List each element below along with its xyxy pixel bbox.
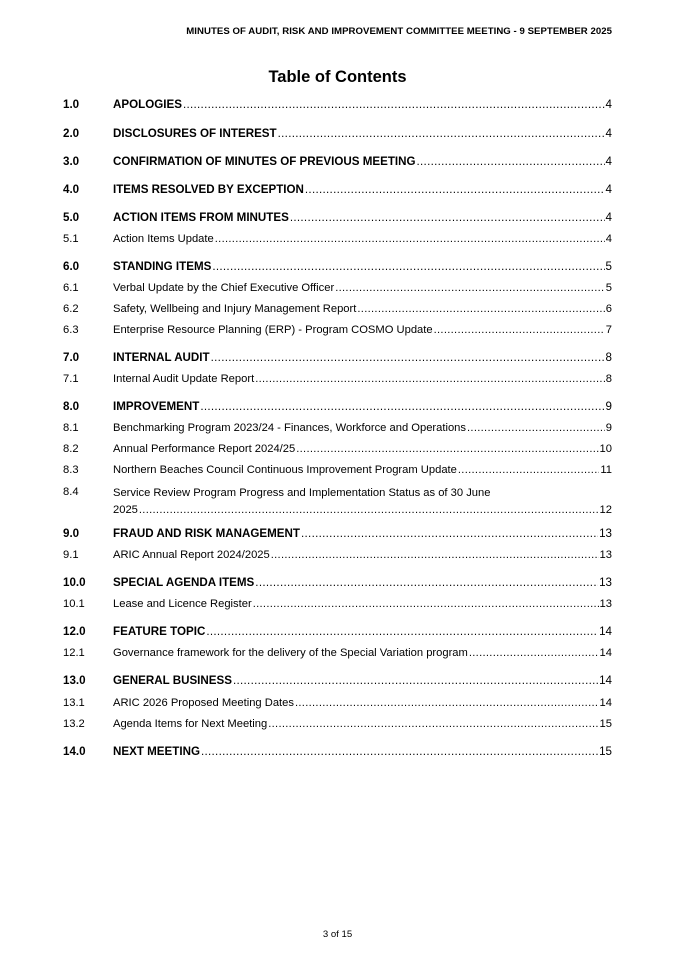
toc-entry-number: 2.0 [63,127,80,140]
toc-entry[interactable] [63,351,612,365]
toc-entry-label[interactable]: CONFIRMATION OF MINUTES OF PREVIOUS MEETING [113,155,416,168]
dot-leader [417,155,605,169]
toc-entry[interactable] [63,232,612,246]
toc-entry-number: 9.1 [63,549,79,561]
toc-entry-text [113,527,599,541]
toc-entry-page[interactable]: 4 [605,127,612,140]
dot-leader [357,302,604,316]
toc-entry[interactable] [63,548,612,562]
toc-entry-text [113,323,606,337]
toc-entry[interactable] [63,745,612,759]
toc-entry-number: 8.0 [63,400,80,413]
toc-entry-page[interactable]: 4 [605,183,612,196]
dot-leader [301,527,598,541]
toc-entry[interactable] [63,260,612,274]
dot-leader [271,548,599,562]
toc-entry-page[interactable]: 11 [600,464,612,476]
dot-leader [212,260,604,274]
toc-entry[interactable] [63,155,612,169]
toc-entry-number: 5.0 [63,211,80,224]
toc-entry-number: 12.1 [63,647,85,659]
dot-leader [200,400,604,414]
toc-entry-label[interactable]: Verbal Update by the Chief Executive Officer [113,282,335,294]
toc-entry-label[interactable]: Governance framework for the delivery of the Special Variation program [113,647,468,659]
dot-leader [469,646,599,660]
toc-entry-number: 8.1 [63,422,79,434]
toc-entry-label[interactable]: Benchmarking Program 2023/24 - Finances, Workforce and Operations [113,422,466,434]
toc-entry-text [113,745,599,759]
toc-entry-text [113,486,612,517]
dot-leader [206,625,598,639]
dot-leader [458,463,599,477]
toc-entry-page[interactable]: 13 [599,598,612,610]
toc-entry[interactable] [63,463,612,477]
toc-entry-label[interactable]: Northern Beaches Council Continuous Improvement Program Update [113,464,457,476]
toc-entry-line2 [113,503,612,517]
toc-entry-label[interactable]: INTERNAL AUDIT [113,351,210,364]
toc-entry-page[interactable]: 14 [599,697,612,709]
toc-entry-number: 10.1 [63,598,85,610]
toc-entry-label[interactable]: ARIC 2026 Proposed Meeting Dates [113,697,294,709]
dot-leader [183,98,605,112]
toc-entry[interactable] [63,597,612,611]
toc-entry[interactable] [63,527,612,541]
toc-entry-page[interactable]: 15 [599,745,612,758]
toc-entry-page[interactable]: 15 [599,718,612,730]
toc-entry-text [113,372,606,386]
toc-entry-label[interactable]: APOLOGIES [113,98,182,111]
toc-entry-page[interactable]: 13 [599,549,612,561]
toc-entry[interactable] [63,576,612,590]
toc-entry[interactable] [63,302,612,316]
toc-entry-label[interactable]: IMPROVEMENT [113,400,200,413]
page-number: 3 of 15 [322,929,353,940]
toc-entry-page[interactable]: 13 [599,576,612,589]
toc-entry-number: 4.0 [63,183,80,196]
toc-entry[interactable] [63,183,612,197]
toc-entry-text [113,696,600,710]
dot-leader [211,351,605,365]
toc-entry-page[interactable]: 8 [605,373,612,385]
toc-entry-label[interactable]: Enterprise Resource Planning (ERP) - Program COSMO Update [113,324,433,336]
dot-leader [434,323,605,337]
toc-entry[interactable] [63,211,612,225]
toc-entry[interactable] [63,421,612,435]
toc-entry[interactable] [63,717,612,731]
toc-entry-number: 1.0 [63,98,80,111]
toc-entry[interactable] [63,400,612,414]
toc-entry-label[interactable]: GENERAL BUSINESS [113,674,232,687]
page-title: Table of Contents [268,68,407,86]
toc-entry-page[interactable]: 8 [605,351,612,364]
dot-leader [295,696,599,710]
toc-entry-label[interactable]: SPECIAL AGENDA ITEMS [113,576,255,589]
toc-entry-label[interactable]: Safety, Wellbeing and Injury Management Report [113,303,357,315]
dot-leader [467,421,605,435]
toc-entry-number: 8.4 [63,486,79,498]
toc-entry-text [113,211,606,225]
toc-entry-text [113,646,600,660]
toc-entry-number: 8.2 [63,443,79,455]
toc-entry-page[interactable]: 14 [599,625,612,638]
toc-entry-number: 6.1 [63,282,79,294]
running-header: MINUTES OF AUDIT, RISK AND IMPROVEMENT COMMITTEE MEETING - 9 SEPTEMBER 2025 [186,26,612,37]
toc-entry-number: 13.1 [63,697,85,709]
dot-leader [139,503,599,517]
toc-entry-label[interactable]: ITEMS RESOLVED BY EXCEPTION [113,183,304,196]
dot-leader [255,576,598,590]
toc-entry-label[interactable]: Lease and Licence Register [113,598,252,610]
toc-entry-number: 7.0 [63,351,80,364]
toc-entry-page[interactable]: 13 [599,527,612,540]
toc-entry-page[interactable]: 6 [605,303,612,315]
toc-entry-label-continued[interactable]: 2025 [113,504,138,516]
toc-entry-text [113,281,606,295]
toc-entry[interactable] [63,442,612,456]
toc-entry-number: 12.0 [63,625,86,638]
dot-leader [335,281,605,295]
toc-entry-text [113,232,606,246]
toc-entry-text [113,260,606,274]
toc-entry-page[interactable]: 14 [599,674,612,687]
toc-entry-page[interactable]: 7 [605,324,612,336]
toc-entry-label[interactable]: DISCLOSURES OF INTEREST [113,127,277,140]
toc-entry-text [113,155,606,169]
toc-entry-page[interactable]: 4 [605,98,612,111]
toc-entry-page[interactable]: 4 [605,155,612,168]
dot-leader [290,211,605,225]
toc-entry[interactable] [63,98,612,112]
toc-entry-text [113,674,599,688]
toc-entry-page[interactable]: 10 [599,443,612,455]
toc-entry-text [113,302,606,316]
toc-entry-page[interactable]: 5 [605,282,612,294]
dot-leader [268,717,598,731]
toc-entry[interactable] [63,281,612,295]
toc-entry-page[interactable]: 12 [599,504,612,516]
toc-entry-text [113,597,600,611]
toc-entry-text [113,98,606,112]
toc-entry-label[interactable]: FRAUD AND RISK MANAGEMENT [113,527,300,540]
toc-entry-page[interactable]: 14 [599,647,612,659]
toc-entry-text [113,183,606,197]
toc-entry-number: 5.1 [63,233,79,245]
toc-entry-text [113,442,600,456]
toc-entry[interactable] [63,127,612,141]
toc-entry-label[interactable]: STANDING ITEMS [113,260,212,273]
toc-entry-page[interactable]: 4 [605,211,612,224]
toc-entry-text [113,127,606,141]
toc-entry[interactable] [63,696,612,710]
toc-entry-page[interactable]: 5 [605,260,612,273]
toc-entry-number: 7.1 [63,373,79,385]
toc-entry-text [113,576,599,590]
toc-entry-label[interactable]: Action Items Update [113,233,214,245]
toc-entry-label[interactable]: Annual Performance Report 2024/25 [113,443,296,455]
toc-entry-number: 3.0 [63,155,80,168]
toc-entry-text [113,463,600,477]
toc-entry-page[interactable]: 4 [605,233,612,245]
toc-entry-text [113,351,606,365]
toc-entry-number: 13.0 [63,674,86,687]
dot-leader [278,127,605,141]
toc-entry-number: 6.3 [63,324,79,336]
toc-entry-page[interactable]: 9 [605,400,612,413]
toc-entry-number: 6.2 [63,303,79,315]
toc-entry-page[interactable]: 9 [605,422,612,434]
toc-entry-number: 10.0 [63,576,86,589]
toc-entry-label[interactable]: Service Review Program Progress and Implementation Status as of 30 June [113,487,491,499]
dot-leader [233,674,598,688]
dot-leader [253,597,599,611]
dot-leader [305,183,605,197]
toc-entry[interactable] [63,646,612,660]
toc-entry[interactable] [63,485,612,516]
toc-entry-text [113,548,600,562]
toc-entry-label[interactable]: Internal Audit Update Report [113,373,255,385]
toc-entry-label[interactable]: ARIC Annual Report 2024/2025 [113,549,270,561]
toc-entry-text [113,625,599,639]
toc-entry[interactable] [63,674,612,688]
toc-entry-text [113,717,600,731]
toc-entry-label[interactable]: NEXT MEETING [113,745,200,758]
toc-entry-number: 14.0 [63,745,86,758]
toc-entry-text [113,400,606,414]
toc-entry-number: 8.3 [63,464,79,476]
toc-entry-label[interactable]: ACTION ITEMS FROM MINUTES [113,211,289,224]
toc-entry[interactable] [63,323,612,337]
dot-leader [201,745,598,759]
toc-entry-number: 6.0 [63,260,80,273]
toc-entry[interactable] [63,372,612,386]
dot-leader [255,372,605,386]
toc-entry-label[interactable]: FEATURE TOPIC [113,625,206,638]
toc-entry-text [113,421,606,435]
dot-leader [215,232,605,246]
toc-entry-number: 9.0 [63,527,80,540]
toc-entry-label[interactable]: Agenda Items for Next Meeting [113,718,268,730]
dot-leader [296,442,598,456]
toc-entry[interactable] [63,625,612,639]
toc-entry-number: 13.2 [63,718,85,730]
